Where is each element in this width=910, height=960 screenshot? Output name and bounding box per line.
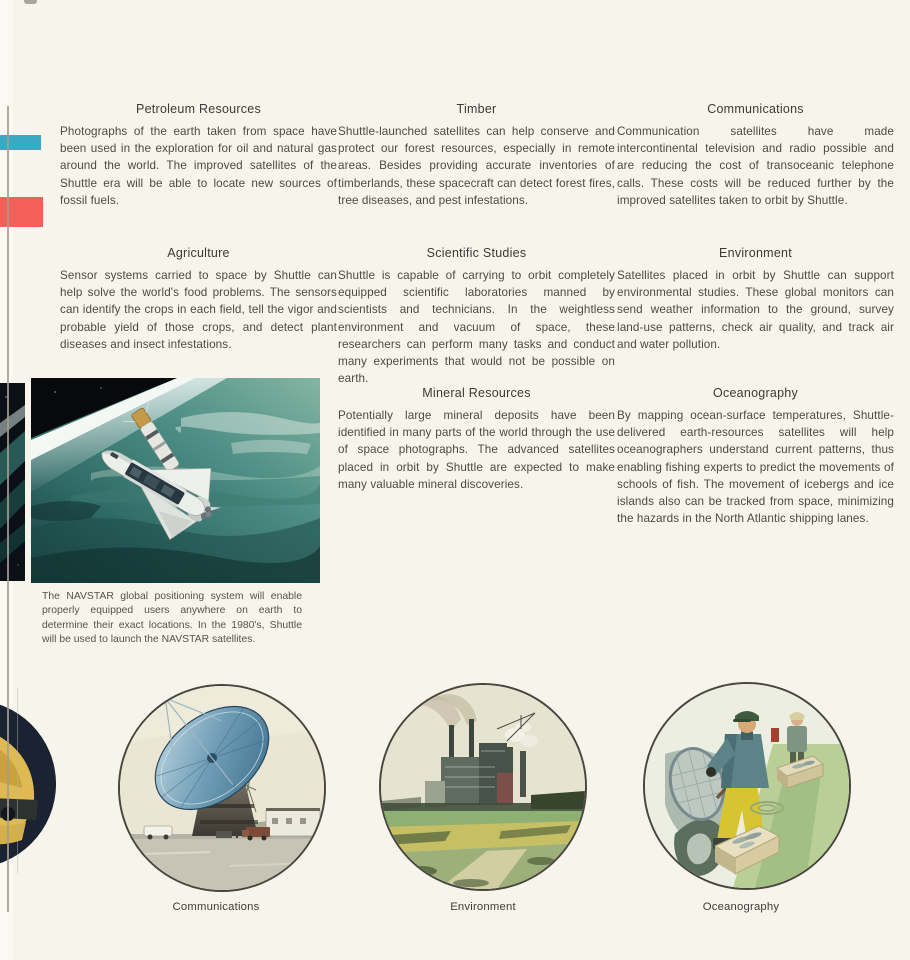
section-body: Communication satellites have made intercontinental television and radio possible and are reducing the cost of transoceanic telephone calls. These costs will be reduced further by the improved satellites taken to orbit by Shuttle.: [617, 125, 894, 207]
section-heading: Communications: [707, 102, 804, 116]
section-timber: [338, 102, 615, 209]
section-body: Satellites placed in orbit by Shuttle can support environmental studies. These global monitors can send weather information to the ground, survey land-use patterns, check air quality, and track air and water pollution.: [617, 269, 894, 351]
section-petroleum-resources: [60, 102, 337, 209]
figure-label-communications: Communications: [172, 901, 260, 913]
section-body: By mapping ocean-surface temperatures, Shuttle-delivered earth-resources satellites will help oceanographers understand current patterns, thus enabling fishing experts to predict the movements of schools of fish. The movement of icebergs and ice islands also can be tracked from space, minimizing the hazards in the North Atlantic shipping lanes.: [617, 409, 894, 526]
figure-label-environment: Environment: [450, 901, 516, 913]
left-photo-strip: [0, 383, 25, 581]
section-body: Shuttle is capable of carrying to orbit completely equipped scientific laboratories manned by scientists and technicians. In the weightless environment and vacuum of space, these researchers can perform many tasks and conduct many experiments that would not be possible on earth.: [338, 269, 615, 386]
section-heading: Timber: [456, 102, 497, 116]
satellite-dish-illustration: [120, 686, 324, 890]
figure-label-oceanography: Oceanography: [702, 901, 780, 913]
section-agriculture: [60, 246, 337, 353]
top-edge-mark: [24, 0, 37, 4]
section-body: Sensor systems carried to space by Shuttle can help solve the world's food problems. The sensors can identify the crops in each field, tell the vigor and probable yield of those crops, and detect plant diseases and insect infestations.: [60, 269, 337, 351]
section-body: Potentially large mineral deposits have been identified in many parts of the world through the use of space photographs. The advanced satellites placed in orbit by Shuttle are expected to make many valuable mineral discoveries.: [338, 409, 615, 491]
section-heading: Environment: [719, 246, 792, 260]
section-environment: [617, 246, 894, 353]
photo-oceanography-fishermen: [643, 682, 851, 890]
section-heading: Mineral Resources: [422, 386, 531, 400]
page-gutter-crease: [17, 688, 18, 873]
power-plant-illustration: [381, 685, 585, 889]
section-oceanography: [617, 386, 894, 527]
section-communications: [617, 102, 894, 209]
section-scientific-studies: [338, 246, 615, 387]
space-strip-illustration: [0, 383, 25, 581]
section-heading: Petroleum Resources: [136, 102, 261, 116]
section-body: Shuttle-launched satellites can help conserve and protect our forest resources, especially in remote areas. Besides providing accurate inventories of timberlands, these spacecraft can detect forest fires, tree diseases, and pest infestations.: [338, 125, 615, 207]
section-heading: Scientific Studies: [426, 246, 527, 260]
fisherman-illustration: [645, 684, 849, 888]
photo-environment-plant: [379, 683, 587, 891]
photo-communications-dish: [118, 684, 326, 892]
section-heading: Agriculture: [167, 246, 230, 260]
section-heading: Oceanography: [712, 386, 798, 400]
page-gutter-line: [7, 106, 9, 912]
section-mineral-resources: [338, 386, 615, 493]
shuttle-over-earth-illustration: [31, 378, 320, 583]
navstar-photo: [31, 378, 320, 583]
section-body: Photographs of the earth taken from space have been used in the exploration for oil and natural gas around the world. The improved satellites of the Shuttle era will be able to locate new sources of fossil fuels.: [60, 125, 337, 207]
navstar-caption: The NAVSTAR global positioning system will enable properly equipped users anywhere on earth to determine their exact locations. In the 1980's, Shuttle will be used to launch the NAVSTAR satellites.: [42, 591, 302, 645]
